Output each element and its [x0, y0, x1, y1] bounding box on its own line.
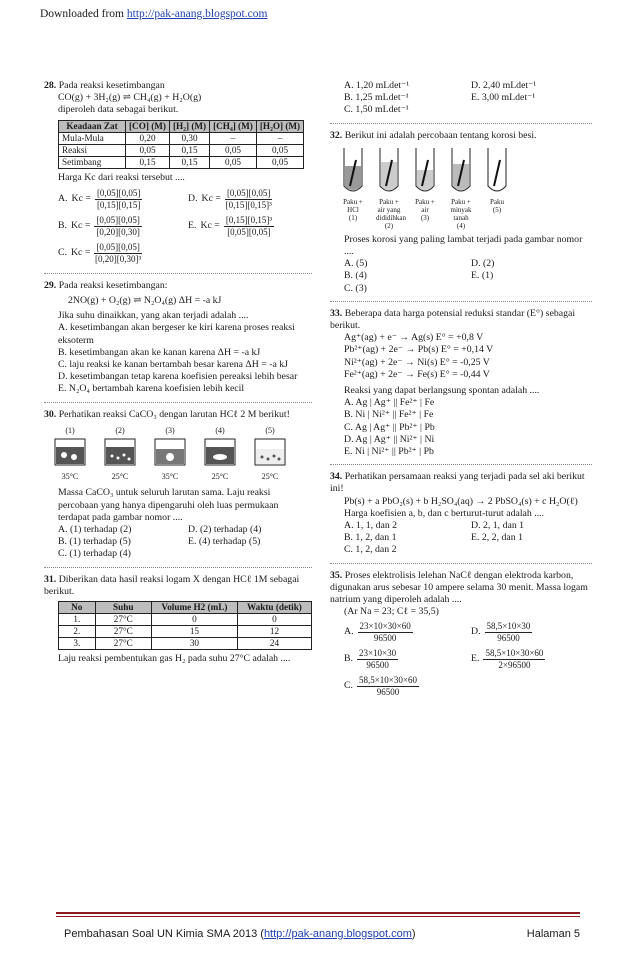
cell: 3. [59, 638, 96, 650]
option-c[interactable]: C. (1) terhadap (4) [58, 548, 131, 560]
cell: 0,05 [210, 156, 257, 168]
table-row [59, 144, 304, 156]
q31-question: Laju reaksi pembentukan gas H₂ pada suhu 27°C adalah .... [58, 653, 291, 665]
cell: 1. [59, 614, 96, 626]
option-a[interactable]: A. (5) [344, 258, 368, 270]
cell: 0,05 [126, 144, 170, 156]
cell: 0,15 [170, 156, 210, 168]
q28-stem-2: diperoleh data sebagai berikut. [58, 104, 179, 116]
cell: 0,05 [256, 144, 303, 156]
question-33 [330, 308, 592, 458]
q30-stem: Perhatikan reaksi CaCO₃ dengan larutan HCℓ 2 M berikut! [58, 408, 290, 420]
option-a[interactable]: A. (1) terhadap (2) [58, 524, 132, 536]
option-b[interactable]: B. (4) [344, 270, 367, 282]
beaker-number: (4) [215, 425, 225, 435]
option-b[interactable]: B. (1) terhadap (5) [58, 536, 131, 548]
beaker-number: (1) [65, 425, 75, 435]
option-d[interactable]: D. (2) terhadap (4) [188, 524, 262, 536]
q28-options [44, 186, 312, 267]
footer-suffix: ) [411, 928, 416, 940]
tube-number: (1) [348, 213, 358, 222]
divider [330, 464, 592, 465]
beaker-5-icon [252, 437, 288, 467]
q33-number: 33. [330, 307, 343, 319]
header-link[interactable]: http://pak-anang.blogspot.com [126, 8, 268, 20]
beaker-1-icon [52, 437, 88, 467]
option-letter: E. [471, 652, 480, 664]
option-c[interactable]: C. laju reaksi ke kanan bertambah besar karena ΔH = -a kJ [58, 359, 288, 371]
option-c[interactable] [58, 242, 182, 265]
cell: 24 [237, 638, 311, 650]
fraction [224, 215, 274, 238]
q35-atomic-mass: (Ar Na = 23; Cℓ = 35,5) [344, 606, 439, 618]
th-cell: [H₂] (M) [170, 120, 210, 132]
beaker-2 [100, 425, 140, 484]
q34-question: Harga koefisien a, b, dan c berturut-turut adalah .... [344, 507, 545, 519]
q33-equation: Ni²⁺(ag) + 2e⁻ → Ni(s) E° = -0,25 V [344, 356, 490, 368]
question-35 [330, 570, 592, 700]
q34-number: 34. [330, 471, 343, 483]
tube-1 [340, 146, 366, 230]
q35-options [330, 619, 592, 700]
table-row [59, 626, 312, 638]
cell: 0 [237, 614, 311, 626]
table-row [59, 132, 304, 144]
option-b[interactable]: B. kesetimbangan akan ke kanan karena ΔH = -a kJ [58, 346, 261, 358]
cell: – [256, 132, 303, 144]
footer-rule [56, 912, 580, 914]
denominator: 96500 [497, 632, 520, 643]
cell: 0 [151, 614, 237, 626]
denominator: [0,15][0,15] [96, 199, 141, 210]
divider [44, 567, 312, 568]
fraction [358, 621, 413, 644]
table-header-row [59, 120, 304, 132]
fraction [485, 621, 533, 644]
q33-equation: Fe²⁺(ag) + 2e⁻ → Fe(s) E° = -0,44 V [344, 368, 490, 380]
tube-3 [412, 146, 438, 230]
q33-equation: Pb²⁺(ag) + 2e⁻ → Pb(s) E° = +0,14 V [344, 344, 494, 356]
denominator: [0,05][0,05] [227, 226, 271, 237]
q35-number: 35. [330, 569, 343, 581]
option-e[interactable]: E. N₂O₄ bertambah karena koefisien lebih kecil [58, 383, 245, 395]
option-c[interactable] [344, 675, 465, 698]
kc-label: Kc = [200, 220, 220, 232]
q29-stem: Pada reaksi kesetimbangan: [58, 279, 168, 291]
left-column [44, 80, 312, 671]
numerator: 58,5×10×30×60 [358, 674, 417, 685]
option-c[interactable]: C. 1, 2, dan 2 [344, 544, 397, 556]
tube-5 [484, 146, 510, 230]
divider [44, 402, 312, 403]
page-header [40, 8, 267, 20]
th-cell: Suhu [95, 602, 151, 614]
tube-number: (2) [384, 221, 394, 230]
divider [330, 301, 592, 302]
option-letter: B. [58, 220, 67, 232]
cell: 0,30 [170, 132, 210, 144]
beaker-number: (3) [165, 425, 175, 435]
numerator: [0,15][0,15]³ [225, 214, 273, 225]
cell: – [210, 132, 257, 144]
beaker-temp: 35°C [61, 472, 79, 482]
numerator: [0,05][0,05] [96, 214, 140, 225]
option-d[interactable] [471, 621, 592, 644]
cell: 30 [151, 638, 237, 650]
cell: 0,05 [256, 156, 303, 168]
option-a[interactable] [58, 188, 182, 211]
q34-options [330, 520, 592, 557]
cell: 15 [151, 626, 237, 638]
beaker-figure [50, 425, 312, 484]
kc-label: Kc = [70, 247, 91, 259]
table-row [59, 156, 304, 168]
beaker-temp: 35°C [161, 472, 179, 482]
option-e[interactable]: E. 3,00 mLdet⁻¹ [471, 92, 536, 104]
beaker-temp: 25°C [211, 472, 229, 482]
denominator: 96500 [373, 632, 397, 643]
numerator: 58,5×10×30×60 [485, 647, 544, 658]
option-b[interactable] [58, 215, 182, 238]
q32-options [330, 258, 592, 295]
q28-table [58, 120, 304, 169]
test-tube-icon [340, 146, 366, 196]
fraction [225, 188, 273, 211]
option-d[interactable] [188, 188, 312, 211]
option-b[interactable]: B. Ni | Ni²⁺ || Fe²⁺ | Fe [344, 409, 434, 421]
table-row [59, 638, 312, 650]
tube-label: Paku + minyak tanah [450, 197, 472, 222]
numerator: [0,05][0,05] [226, 187, 271, 198]
cell: Setimbang [59, 156, 126, 168]
header-prefix: Downloaded from [40, 8, 127, 20]
question-29 [44, 280, 312, 396]
cell: 27°C [95, 626, 151, 638]
numerator: 23×10×30×60 [359, 620, 411, 631]
footer-prefix: Pembahasan Soal UN Kimia SMA 2013 ( [64, 928, 264, 940]
footer-link[interactable]: http://pak-anang.blogspot.com [263, 928, 412, 940]
q29-number: 29. [44, 279, 57, 291]
denominator: 96500 [366, 659, 389, 670]
tube-4 [448, 146, 474, 230]
numerator: [0,05][0,05] [96, 187, 141, 198]
option-letter: C. [344, 679, 353, 691]
q32-stem: Berikut ini adalah percobaan tentang korosi besi. [344, 129, 537, 141]
option-a[interactable]: A. kesetimbangan akan bergeser ke kiri karena proses reaksi eksoterm [58, 322, 295, 346]
th-cell: [H₂O] (M) [256, 120, 303, 132]
option-e[interactable] [188, 215, 312, 238]
test-tube-icon [448, 146, 474, 196]
option-letter: E. [188, 220, 197, 232]
cell: 0,15 [170, 144, 210, 156]
option-letter: B. [344, 652, 353, 664]
denominator: [0,20][0,30] [96, 226, 140, 237]
q35-stem: Proses elektrolisis lelehan NaCℓ dengan elektroda karbon, digunakan arus sebesar 10 ampere selama 30 menit. Massa logam natrium yang diperoleh adalah .... [330, 569, 588, 606]
q32-question: Proses korosi yang paling lambat terjadi pada gambar nomor .... [344, 233, 583, 258]
test-tube-icon [412, 146, 438, 196]
beaker-number: (5) [265, 425, 275, 435]
beaker-temp: 25°C [111, 472, 129, 482]
cell: 12 [237, 626, 311, 638]
option-e[interactable]: E. (4) terhadap (5) [188, 536, 261, 548]
denominator: [0,20][0,30]³ [95, 253, 142, 264]
q31-options [330, 80, 592, 117]
option-e[interactable]: E. Ni | Ni²⁺ || Pb²⁺ | Pb [344, 446, 434, 458]
option-d[interactable]: D. 2,40 mLdet⁻¹ [471, 80, 537, 91]
cell: 27°C [95, 614, 151, 626]
table-header-row [59, 602, 312, 614]
q31-stem: Diberikan data hasil reaksi logam X dengan HCℓ 1M sebagai berikut. [44, 573, 300, 597]
table-row [59, 614, 312, 626]
question-30 [44, 409, 312, 561]
q31-table [58, 601, 312, 650]
question-31 [44, 574, 312, 666]
tube-label: Paku + air yang dididihkan [376, 197, 406, 222]
q30-options [44, 524, 312, 561]
test-tube-icon [376, 146, 402, 196]
q33-stem: Beberapa data harga potensial reduksi standar (E°) sebagai berikut. [330, 307, 576, 332]
th-cell: Keadaan Zat [59, 120, 126, 132]
page-footer [64, 928, 580, 940]
option-letter: A. [58, 193, 68, 205]
fraction [94, 215, 142, 238]
option-e[interactable] [471, 648, 592, 671]
option-e[interactable]: E. (1) [471, 270, 494, 282]
option-a[interactable] [344, 621, 465, 644]
beaker-3 [150, 425, 190, 484]
denominator: 96500 [376, 686, 400, 697]
numerator: 23×10×30 [358, 647, 397, 658]
q34-stem: Perhatikan persamaan reaksi yang terjadi pada sel aki berikut ini! [330, 471, 585, 495]
page-number: Halaman 5 [526, 928, 580, 940]
q29-question: Jika suhu dinaikkan, yang akan terjadi adalah .... [58, 310, 249, 322]
tube-2 [376, 146, 406, 230]
th-cell: No [59, 602, 96, 614]
th-cell: Volume H2 (mL) [151, 602, 237, 614]
q34-equation: Pb(s) + a PbO₂(s) + b H₂SO₄(aq) → 2 PbSO₄(s) + c H₂O(ℓ) [344, 495, 578, 507]
beaker-2-icon [102, 437, 138, 467]
kc-label: Kc = [71, 193, 91, 205]
q33-equation: Ag⁺(ag) + e⁻ → Ag(s) E° = +0,8 V [344, 332, 484, 344]
cell: 0,15 [126, 156, 170, 168]
option-c[interactable]: C. 1,50 mLdet⁻¹ [344, 104, 409, 116]
beaker-5 [250, 425, 290, 484]
option-letter: D. [188, 193, 198, 205]
q31-number: 31. [44, 573, 57, 585]
denominator: [0,15][0,15]³ [225, 199, 272, 210]
q29-equation: 2NO(g) + O₂(g) ⇌ N₂O₄(g) ΔH = -a kJ [68, 295, 222, 307]
cell: 2. [59, 626, 96, 638]
tube-number: (5) [492, 205, 502, 214]
q32-number: 32. [330, 129, 343, 141]
cell: Reaksi [59, 144, 126, 156]
fraction [95, 188, 143, 211]
beaker-4 [200, 425, 240, 484]
beaker-4-icon [202, 437, 238, 467]
th-cell: Waktu (detik) [237, 602, 311, 614]
numerator: 58,5×10×30 [486, 620, 531, 631]
option-d[interactable]: D. kesetimbangan tetap karena koefisien pereaksi lebih besar [58, 371, 298, 383]
exam-page [44, 80, 592, 882]
th-cell: [CH₄] (M) [210, 120, 257, 132]
beaker-1 [50, 425, 90, 484]
tube-label: Paku + air [415, 197, 435, 214]
tube-label: Paku + HCl [343, 197, 363, 214]
fraction [94, 242, 142, 265]
fraction [357, 648, 398, 671]
beaker-3-icon [152, 437, 188, 467]
right-column [330, 80, 592, 706]
option-d[interactable]: D. Ag | Ag⁺ || Ni²⁺ | Ni [344, 433, 435, 445]
beaker-number: (2) [115, 425, 125, 435]
q33-question: Reaksi yang dapat berlangsung spontan adalah .... [344, 385, 540, 397]
question-34 [330, 471, 592, 556]
numerator: [0,05][0,05] [96, 241, 140, 252]
footer-rule-thin [56, 916, 580, 917]
fraction [483, 648, 545, 671]
q28-equation: CO(g) + 3H₂(g) ⇌ CH₄(g) + H₂O(g) [58, 92, 202, 104]
kc-label: Kc = [70, 220, 91, 232]
question-28 [44, 80, 312, 267]
q28-question: Harga Kc dari reaksi tersebut .... [58, 171, 185, 183]
option-a[interactable]: A. 1,20 mLdet⁻¹ [344, 80, 410, 91]
q28-number: 28. [44, 80, 57, 91]
tube-number: (4) [456, 221, 466, 230]
tube-label: Paku [490, 197, 504, 206]
option-c[interactable]: C. (3) [344, 282, 367, 294]
cell: 0,05 [210, 144, 257, 156]
cell: Mula-Mula [59, 132, 126, 144]
option-c[interactable]: C. Ag | Ag⁺ || Pb²⁺ | Pb [344, 421, 435, 433]
tube-figure [340, 146, 592, 230]
beaker-temp: 25°C [261, 472, 279, 482]
q30-number: 30. [44, 408, 57, 420]
option-letter: D. [471, 625, 481, 637]
cell: 27°C [95, 638, 151, 650]
option-letter: A. [344, 625, 354, 637]
option-d[interactable]: D. (2) [471, 258, 495, 270]
option-letter: C. [58, 247, 67, 259]
divider [330, 563, 592, 564]
q30-question: Massa CaCO₃ untuk seluruh larutan sama. Laju reaksi percobaan yang hanya dipengaruhi oleh luas permukaan terdapat pada gambar nomor .... [58, 487, 279, 523]
test-tube-icon [484, 146, 510, 196]
divider [44, 273, 312, 274]
option-b[interactable] [344, 648, 465, 671]
option-e[interactable]: E. 2, 2, dan 1 [471, 532, 523, 544]
question-32 [330, 130, 592, 295]
cell: 0,20 [126, 132, 170, 144]
option-b[interactable]: B. 1,25 mLdet⁻¹ [344, 92, 409, 104]
divider [330, 123, 592, 124]
th-cell: [CO] (M) [126, 120, 170, 132]
option-a[interactable]: A. 1, 1, dan 2 [344, 520, 398, 532]
tube-number: (3) [420, 213, 430, 222]
fraction [357, 675, 419, 698]
option-b[interactable]: B. 1, 2, dan 1 [344, 532, 397, 544]
option-d[interactable]: D. 2, 1, dan 1 [471, 520, 525, 532]
option-a[interactable]: A. Ag | Ag⁺ || Fe²⁺ | Fe [344, 397, 435, 409]
q28-stem: Pada reaksi kesetimbangan [58, 80, 165, 91]
denominator: 2×96500 [498, 659, 531, 670]
kc-label: Kc = [201, 193, 221, 205]
